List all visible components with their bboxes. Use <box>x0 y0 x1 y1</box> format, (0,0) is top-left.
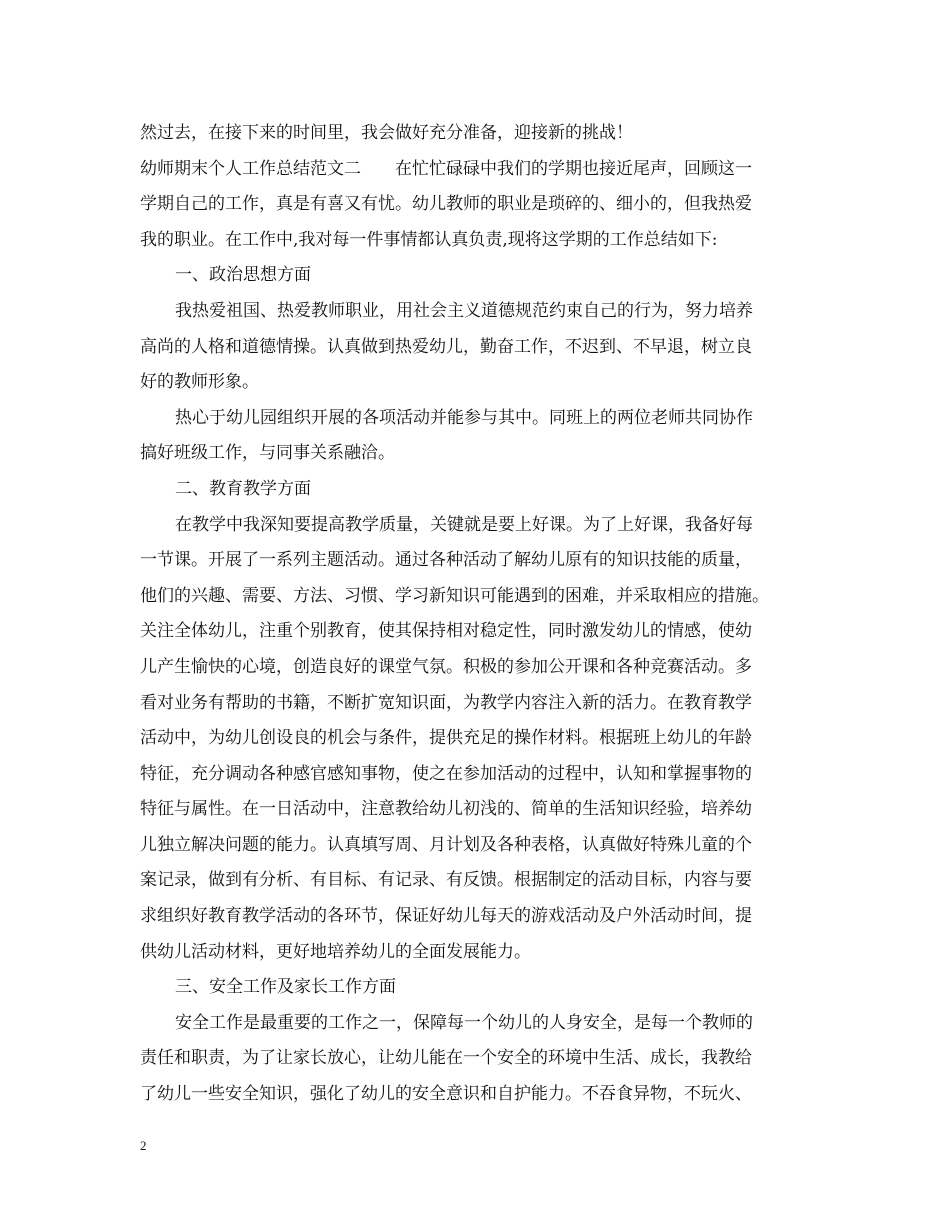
text-line: 求组织好教育教学活动的各环节，保证好幼儿每天的游戏活动及户外活动时间，提 <box>140 906 752 927</box>
section-heading: 一、政治思想方面 <box>175 265 311 286</box>
text-line: 我热爱祖国、热爱教师职业，用社会主义道德规范约束自己的行为，努力培养 <box>175 300 753 321</box>
text-line: 在教学中我深知要提高教学质量，关键就是要上好课。为了上好课，我备好每 <box>175 514 753 535</box>
text-line: 供幼儿活动材料，更好地培养幼儿的全面发展能力。 <box>140 941 531 962</box>
text-line: 案记录，做到有分析、有目标、有记录、有反馈。根据制定的活动目标，内容与要 <box>140 870 752 891</box>
section-heading: 二、教育教学方面 <box>175 478 311 499</box>
text-line: 关注全体幼儿，注重个别教育，使其保持相对稳定性，同时激发幼儿的情感，使幼 <box>140 621 752 642</box>
text-line: 活动中，为幼儿创设良的机会与条件，提供充足的操作材料。根据班上幼儿的年龄 <box>140 728 752 749</box>
text-line: 他们的兴趣、需要、方法、习惯、学习新知识可能遇到的困难，并采取相应的措施。 <box>140 585 769 606</box>
text-line: 特征与属性。在一日活动中，注意教给幼儿初浅的、简单的生活知识经验，培养幼 <box>140 799 752 820</box>
text-line: 学期自己的工作，真是有喜又有忧。幼儿教师的职业是琐碎的、细小的，但我热爱 <box>140 194 752 215</box>
text-line: 儿产生愉快的心境，创造良好的课堂气氛。积极的参加公开课和各种竞赛活动。多 <box>140 656 752 677</box>
text-line: 然过去，在接下来的时间里，我会做好充分准备，迎接新的挑战！ <box>140 123 633 143</box>
text-line: 搞好班级工作，与同事关系融洽。 <box>140 443 395 464</box>
section-title: 幼师期末个人工作总结范文二 <box>140 158 361 179</box>
text-line: 特征，充分调动各种感官感知事物，使之在参加活动的过程中，认知和掌握事物的 <box>140 763 752 784</box>
section-heading: 三、安全工作及家长工作方面 <box>175 977 396 998</box>
text-line: 看对业务有帮助的书籍，不断扩宽知识面，为教学内容注入新的活力。在教育教学 <box>140 692 752 713</box>
text-line: 安全工作是最重要的工作之一，保障每一个幼儿的人身安全，是每一个教师的 <box>175 1012 753 1033</box>
title-line <box>140 152 812 188</box>
text-line: 好的教师形象。 <box>140 372 259 393</box>
text-line: 儿独立解决问题的能力。认真填写周、月计划及各种表格，认真做好特殊儿童的个 <box>140 834 752 855</box>
text-line: 高尚的人格和道德情操。认真做到热爱幼儿，勤奋工作，不迟到、不早退，树立良 <box>140 336 752 357</box>
text-line: 我的职业。在工作中,我对每一件事情都认真负责,现将这学期的工作总结如下: <box>140 229 718 250</box>
page-number: 2 <box>140 1138 147 1153</box>
text-line: 了幼儿一些安全知识，强化了幼儿的安全意识和自护能力。不吞食异物，不玩火、 <box>140 1084 752 1105</box>
text-line: 热心于幼儿园组织开展的各项活动并能参与其中。同班上的两位老师共同协作 <box>175 407 753 428</box>
document-body <box>140 116 812 1113</box>
text-line: 责任和职责，为了让家长放心，让幼儿能在一个安全的环境中生活、成长，我教给 <box>140 1048 752 1069</box>
text-fragment: 在忙忙碌碌中我们的学期也接近尾声，回顾这一 <box>395 158 752 179</box>
text-line: 一节课。开展了一系列主题活动。通过各种活动了解幼儿原有的知识技能的质量， <box>140 550 752 571</box>
